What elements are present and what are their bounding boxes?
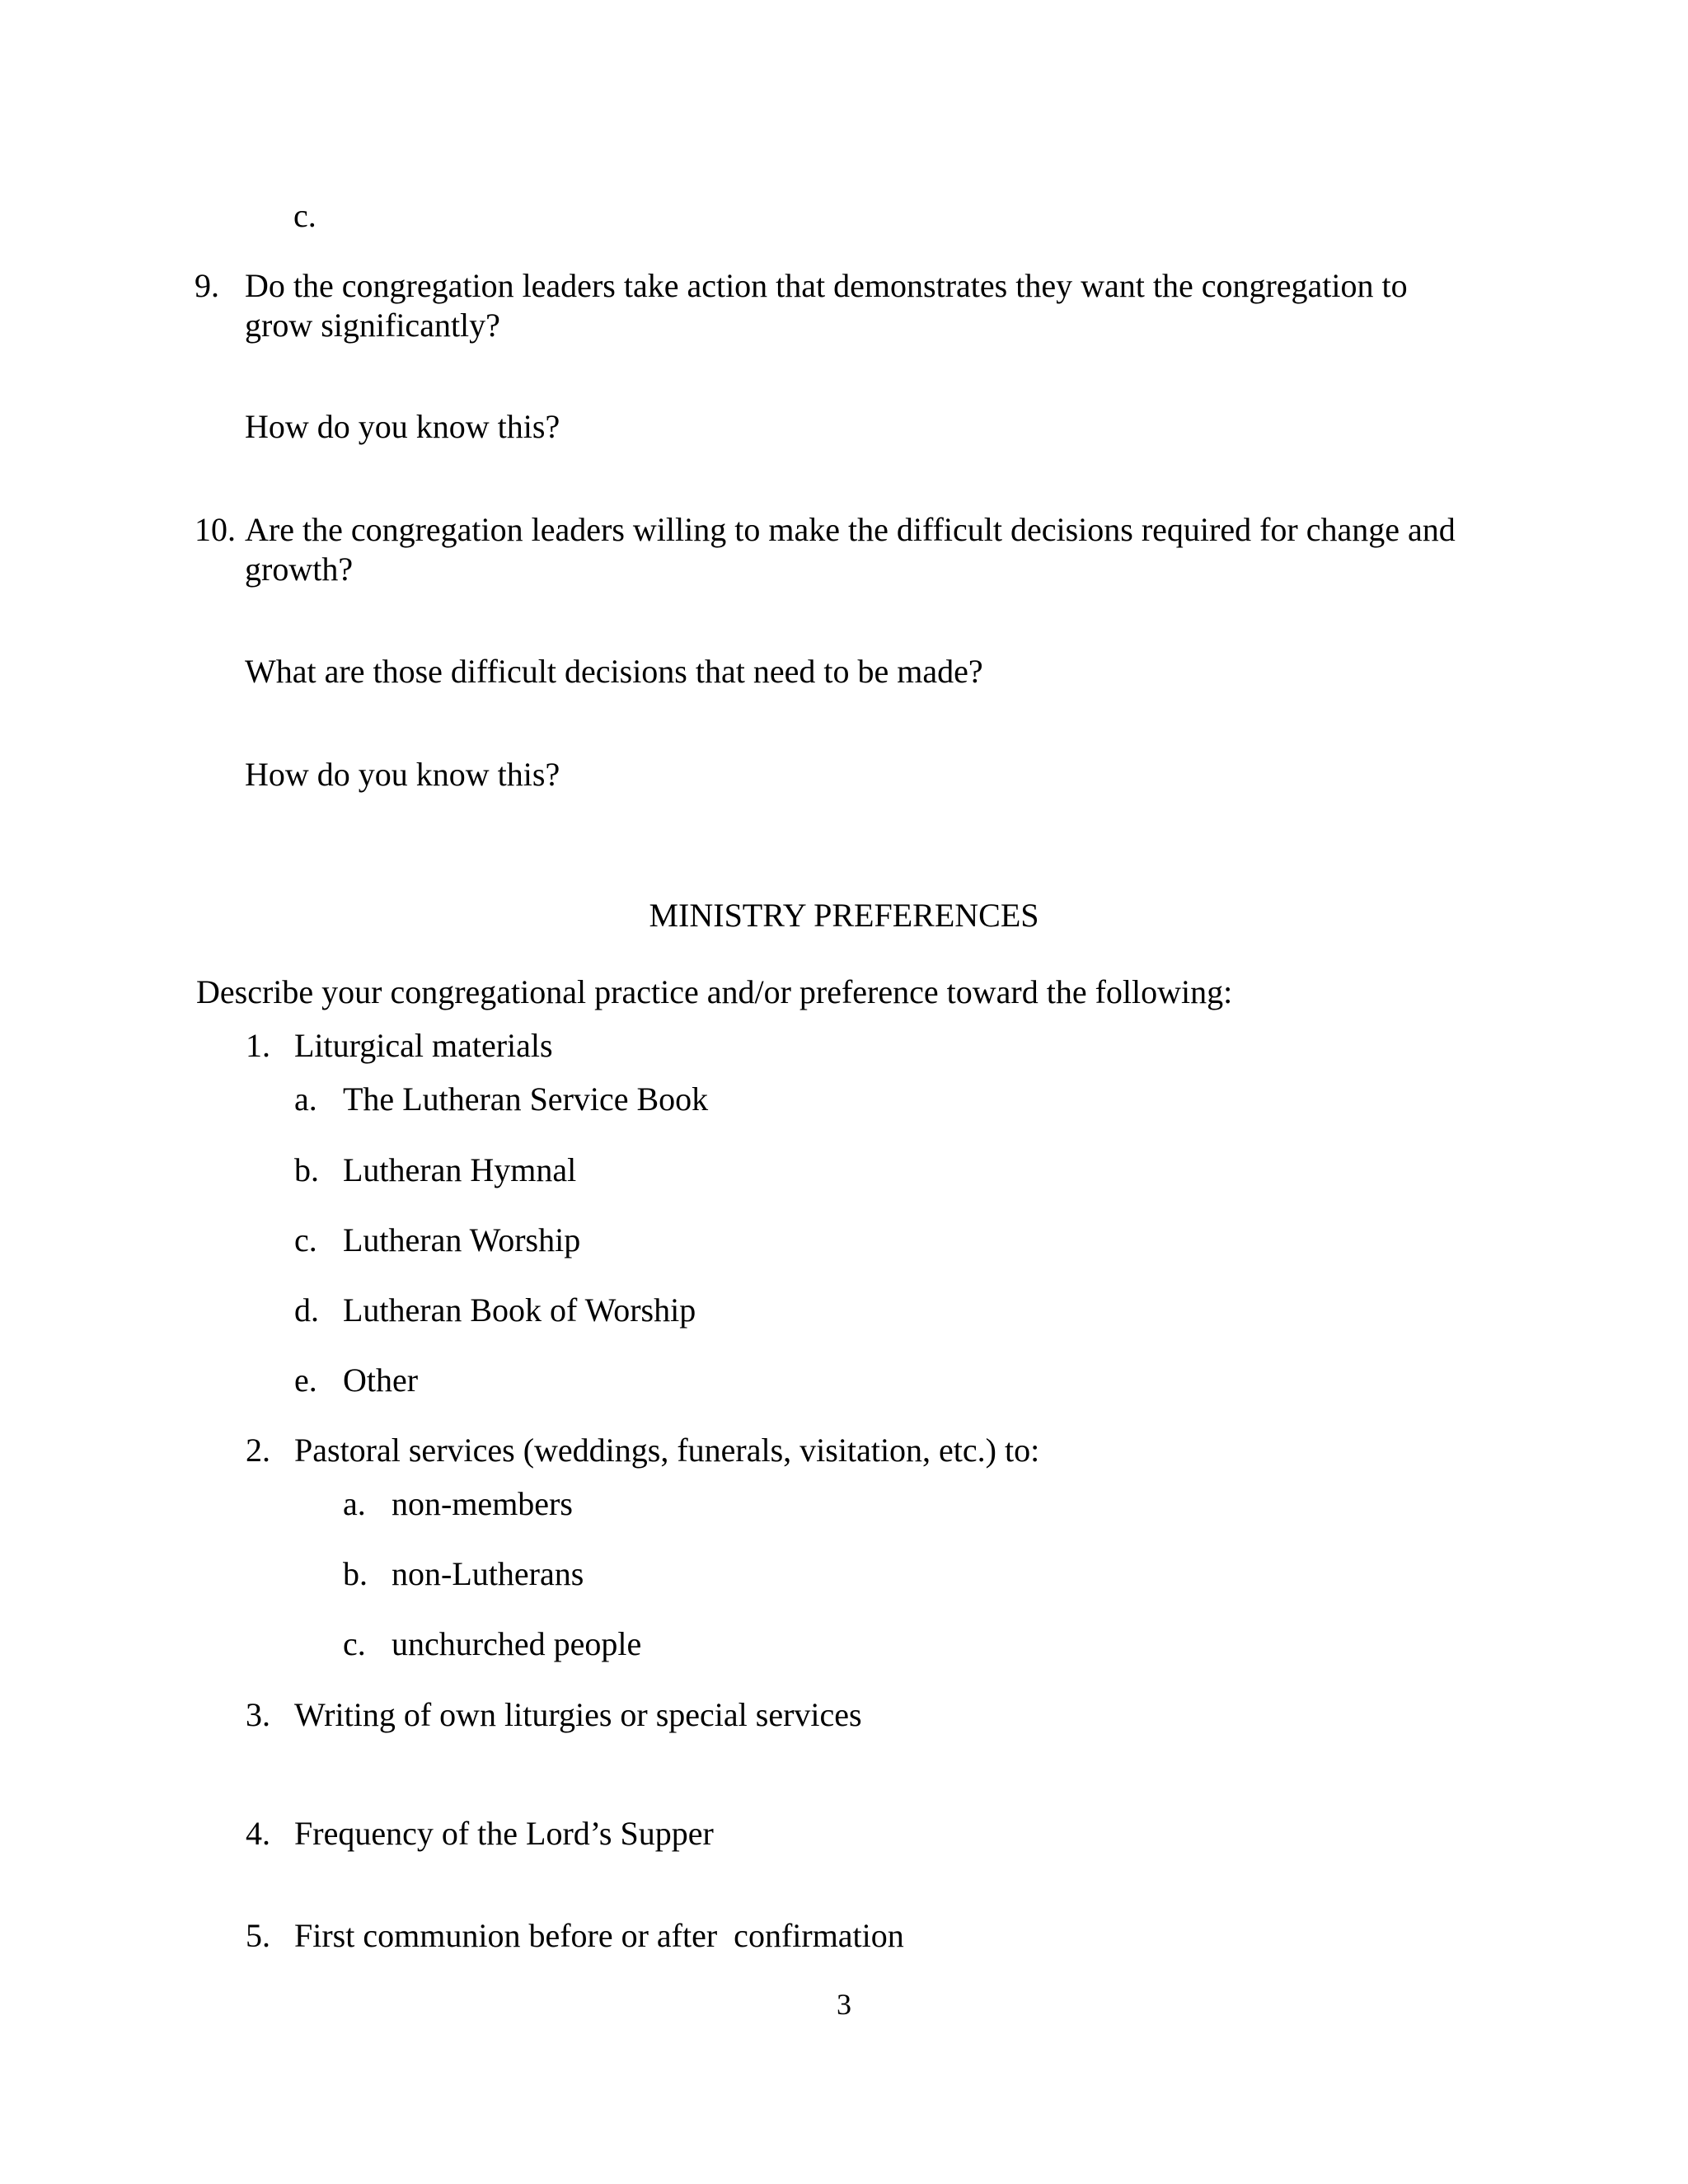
item-1-sub-c-marker: c. <box>294 1221 317 1258</box>
item-3-label: Writing of own liturgies or special services <box>294 1696 862 1733</box>
item-2-sub-b-label: non-Lutherans <box>392 1555 584 1592</box>
item-5-number: 5. <box>246 1917 270 1954</box>
item-4-label: Frequency of the Lord’s Supper <box>294 1815 714 1852</box>
item-1-sub-b-label: Lutheran Hymnal <box>343 1151 577 1188</box>
question-9-text-line1: Do the congregation leaders take action that demonstrates they want the congregation to <box>245 267 1408 304</box>
item-1-sub-d-marker: d. <box>294 1291 319 1329</box>
item-5-label: First communion before or after confirmation <box>294 1917 904 1954</box>
section-heading: MINISTRY PREFERENCES <box>649 897 1039 934</box>
item-1-sub-e-marker: e. <box>294 1361 317 1399</box>
question-10-text-line1: Are the congregation leaders willing to make the difficult decisions required for change and <box>245 511 1456 548</box>
item-2-sub-b-marker: b. <box>343 1555 368 1592</box>
item-1-number: 1. <box>246 1027 270 1064</box>
question-9-text-line2: grow significantly? <box>245 307 500 344</box>
item-1-sub-d-label: Lutheran Book of Worship <box>343 1291 696 1329</box>
question-10-number: 10. <box>195 511 236 548</box>
section-intro: Describe your congregational practice and/or preference toward the following: <box>196 973 1233 1010</box>
item-2-sub-c-marker: c. <box>343 1625 366 1662</box>
item-1-sub-a-marker: a. <box>294 1080 317 1118</box>
item-1-sub-c-label: Lutheran Worship <box>343 1221 581 1258</box>
item-1-label: Liturgical materials <box>294 1027 553 1064</box>
item-1-sub-b-marker: b. <box>294 1151 319 1188</box>
question-10-followup-2: How do you know this? <box>245 756 560 793</box>
item-2-sub-a-marker: a. <box>343 1485 366 1522</box>
question-9-number: 9. <box>195 267 219 304</box>
question-10-text-line2: growth? <box>245 551 354 588</box>
item-2-sub-c-label: unchurched people <box>392 1625 642 1662</box>
item-2-number: 2. <box>246 1432 270 1469</box>
item-3-number: 3. <box>246 1696 270 1733</box>
item-1-sub-a-label: The Lutheran Service Book <box>343 1080 709 1118</box>
question-9-followup: How do you know this? <box>245 408 560 445</box>
item-4-number: 4. <box>246 1815 270 1852</box>
item-1-sub-e-label: Other <box>343 1361 419 1399</box>
item-2-label: Pastoral services (weddings, funerals, visitation, etc.) to: <box>294 1432 1040 1469</box>
question-10-followup-1: What are those difficult decisions that need to be made? <box>245 653 983 690</box>
item-2-sub-a-label: non-members <box>392 1485 573 1522</box>
page-number: 3 <box>837 1988 851 2021</box>
list-marker-c: c. <box>293 197 316 234</box>
